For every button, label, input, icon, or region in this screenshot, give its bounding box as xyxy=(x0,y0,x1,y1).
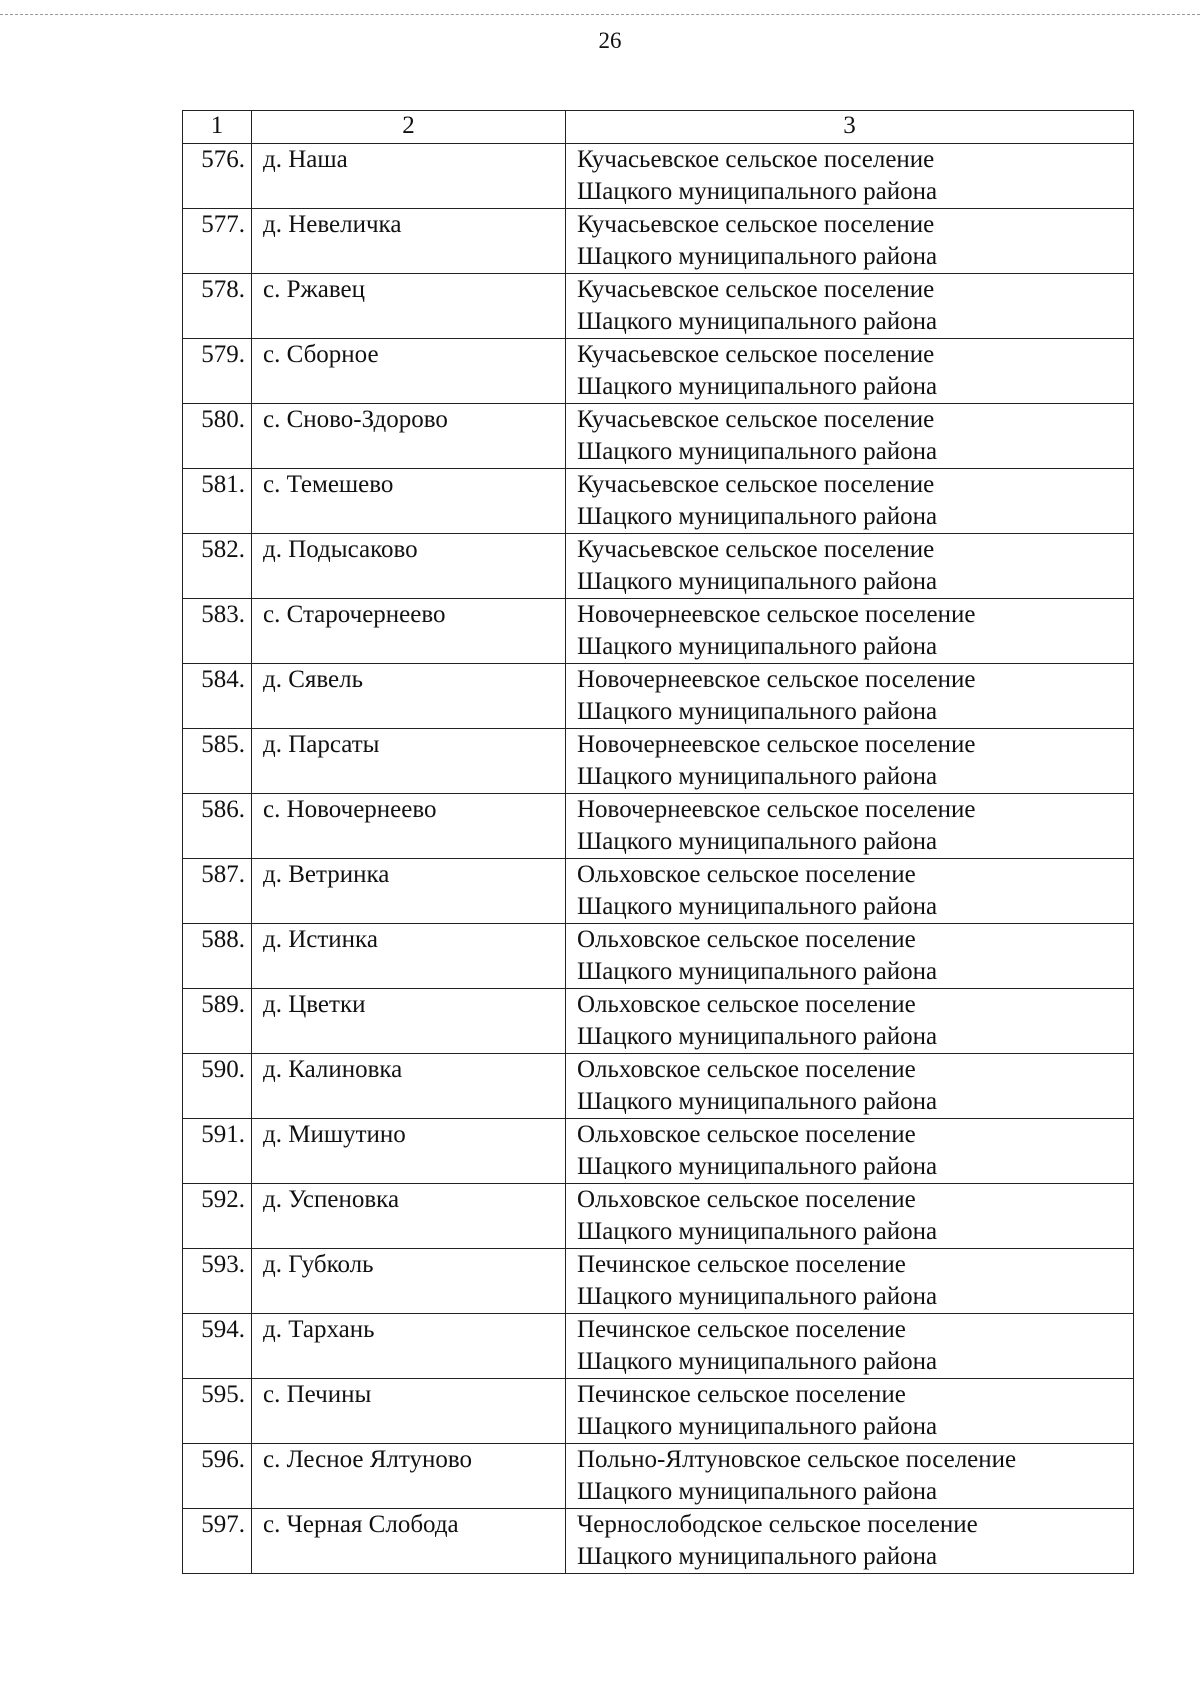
municipality-line-2: Шацкого муниципального района xyxy=(577,828,938,855)
municipality-line-1: Печинское сельское поселение xyxy=(577,1381,906,1408)
settlement-name: с. Ржавец xyxy=(252,274,566,339)
row-number: 592. xyxy=(183,1184,252,1249)
row-number: 587. xyxy=(183,859,252,924)
header-col-2: 2 xyxy=(252,111,566,144)
settlement-name: с. Лесное Ялтуново xyxy=(252,1444,566,1509)
municipality-cell xyxy=(566,534,1134,599)
row-number: 578. xyxy=(183,274,252,339)
municipality-line-2: Шацкого муниципального района xyxy=(577,178,938,205)
table-row xyxy=(183,1314,1134,1379)
municipality-line-2: Шацкого муниципального района xyxy=(577,568,938,595)
table-row xyxy=(183,1509,1134,1574)
table-row xyxy=(183,1054,1134,1119)
municipality-line-2: Шацкого муниципального района xyxy=(577,1023,938,1050)
row-number: 596. xyxy=(183,1444,252,1509)
municipality-cell xyxy=(566,144,1134,209)
municipality-line-1: Кучасьевское сельское поселение xyxy=(577,471,935,498)
settlement-name: д. Калиновка xyxy=(252,1054,566,1119)
row-number: 581. xyxy=(183,469,252,534)
municipality-line-2: Шацкого муниципального района xyxy=(577,958,938,985)
row-number: 584. xyxy=(183,664,252,729)
row-number: 579. xyxy=(183,339,252,404)
municipality-line-1: Кучасьевское сельское поселение xyxy=(577,146,935,173)
municipality-cell xyxy=(566,274,1134,339)
settlement-name: д. Подысаково xyxy=(252,534,566,599)
settlement-name: д. Губколь xyxy=(252,1249,566,1314)
settlement-name: д. Ветринка xyxy=(252,859,566,924)
municipality-cell xyxy=(566,924,1134,989)
municipality-cell xyxy=(566,1119,1134,1184)
municipality-line-1: Новочернеевское сельское поселение xyxy=(577,731,976,758)
settlement-name: с. Старочернеево xyxy=(252,599,566,664)
row-number: 576. xyxy=(183,144,252,209)
municipality-cell xyxy=(566,794,1134,859)
row-number: 590. xyxy=(183,1054,252,1119)
municipality-line-2: Шацкого муниципального района xyxy=(577,1413,938,1440)
municipality-line-2: Шацкого муниципального района xyxy=(577,243,938,270)
municipality-line-1: Польно-Ялтуновское сельское поселение xyxy=(577,1446,1017,1473)
municipality-line-2: Шацкого муниципального района xyxy=(577,1218,938,1245)
row-number: 597. xyxy=(183,1509,252,1574)
municipality-cell xyxy=(566,404,1134,469)
municipality-cell xyxy=(566,1054,1134,1119)
table-row xyxy=(183,924,1134,989)
municipality-cell xyxy=(566,989,1134,1054)
municipality-line-1: Кучасьевское сельское поселение xyxy=(577,276,935,303)
row-number: 593. xyxy=(183,1249,252,1314)
row-number: 591. xyxy=(183,1119,252,1184)
table-row xyxy=(183,729,1134,794)
settlement-name: д. Тархань xyxy=(252,1314,566,1379)
row-number: 585. xyxy=(183,729,252,794)
row-number: 589. xyxy=(183,989,252,1054)
municipality-line-1: Чернослободское сельское поселение xyxy=(577,1511,978,1538)
municipality-line-1: Ольховское сельское поселение xyxy=(577,1121,916,1148)
municipality-line-1: Ольховское сельское поселение xyxy=(577,1056,916,1083)
municipality-line-2: Шацкого муниципального района xyxy=(577,1348,938,1375)
municipality-line-1: Новочернеевское сельское поселение xyxy=(577,666,976,693)
settlement-name: д. Цветки xyxy=(252,989,566,1054)
table-row xyxy=(183,144,1134,209)
municipality-line-2: Шацкого муниципального района xyxy=(577,633,938,660)
municipality-line-2: Шацкого муниципального района xyxy=(577,1153,938,1180)
municipality-line-2: Шацкого муниципального района xyxy=(577,308,938,335)
settlement-name: д. Невеличка xyxy=(252,209,566,274)
municipality-line-1: Ольховское сельское поселение xyxy=(577,1186,916,1213)
table-row xyxy=(183,1444,1134,1509)
settlement-name: д. Сявель xyxy=(252,664,566,729)
table-row xyxy=(183,404,1134,469)
row-number: 588. xyxy=(183,924,252,989)
municipality-cell xyxy=(566,1444,1134,1509)
municipality-line-2: Шацкого муниципального района xyxy=(577,893,938,920)
municipality-line-2: Шацкого муниципального района xyxy=(577,503,938,530)
municipality-line-1: Новочернеевское сельское поселение xyxy=(577,796,976,823)
municipality-line-2: Шацкого муниципального района xyxy=(577,698,938,725)
table-row xyxy=(183,534,1134,599)
table-header-row xyxy=(183,111,1134,144)
municipality-line-2: Шацкого муниципального района xyxy=(577,1088,938,1115)
row-number: 577. xyxy=(183,209,252,274)
page-number: 26 xyxy=(598,28,622,53)
municipality-cell xyxy=(566,859,1134,924)
table-row xyxy=(183,859,1134,924)
municipality-line-1: Ольховское сельское поселение xyxy=(577,991,916,1018)
row-number: 594. xyxy=(183,1314,252,1379)
municipality-line-2: Шацкого муниципального района xyxy=(577,373,938,400)
municipality-line-1: Кучасьевское сельское поселение xyxy=(577,536,935,563)
municipality-cell xyxy=(566,664,1134,729)
municipality-line-1: Кучасьевское сельское поселение xyxy=(577,341,935,368)
municipality-cell xyxy=(566,1509,1134,1574)
municipality-line-1: Новочернеевское сельское поселение xyxy=(577,601,976,628)
municipality-cell xyxy=(566,209,1134,274)
table-row xyxy=(183,989,1134,1054)
row-number: 595. xyxy=(183,1379,252,1444)
table-row xyxy=(183,274,1134,339)
municipality-cell xyxy=(566,1249,1134,1314)
settlement-name: с. Черная Слобода xyxy=(252,1509,566,1574)
municipality-cell xyxy=(566,1379,1134,1444)
settlement-name: д. Истинка xyxy=(252,924,566,989)
municipality-line-2: Шацкого муниципального района xyxy=(577,1478,938,1505)
table-row xyxy=(183,469,1134,534)
municipality-cell xyxy=(566,1314,1134,1379)
row-number: 586. xyxy=(183,794,252,859)
row-number: 583. xyxy=(183,599,252,664)
table-row xyxy=(183,1119,1134,1184)
table-row xyxy=(183,794,1134,859)
municipality-line-2: Шацкого муниципального района xyxy=(577,1543,938,1570)
table-row xyxy=(183,1249,1134,1314)
table-row xyxy=(183,1184,1134,1249)
row-number: 580. xyxy=(183,404,252,469)
settlement-name: д. Наша xyxy=(252,144,566,209)
settlement-name: с. Печины xyxy=(252,1379,566,1444)
municipality-line-1: Кучасьевское сельское поселение xyxy=(577,211,935,238)
settlement-name: с. Сборное xyxy=(252,339,566,404)
table-row xyxy=(183,599,1134,664)
municipality-line-2: Шацкого муниципального района xyxy=(577,763,938,790)
settlement-name: д. Мишутино xyxy=(252,1119,566,1184)
table-row xyxy=(183,1379,1134,1444)
header-col-1: 1 xyxy=(183,111,252,144)
municipality-cell xyxy=(566,339,1134,404)
municipality-cell xyxy=(566,729,1134,794)
settlement-name: с. Сново-Здорово xyxy=(252,404,566,469)
settlements-table xyxy=(182,110,1134,1574)
table-row xyxy=(183,339,1134,404)
municipality-line-1: Кучасьевское сельское поселение xyxy=(577,406,935,433)
municipality-line-1: Печинское сельское поселение xyxy=(577,1251,906,1278)
settlement-name: с. Темешево xyxy=(252,469,566,534)
settlement-name: д. Успеновка xyxy=(252,1184,566,1249)
municipality-cell xyxy=(566,599,1134,664)
table-row xyxy=(183,664,1134,729)
municipality-cell xyxy=(566,469,1134,534)
table-row xyxy=(183,209,1134,274)
municipality-line-2: Шацкого муниципального района xyxy=(577,1283,938,1310)
municipality-line-2: Шацкого муниципального района xyxy=(577,438,938,465)
municipality-line-1: Печинское сельское поселение xyxy=(577,1316,906,1343)
row-number: 582. xyxy=(183,534,252,599)
table-body xyxy=(183,111,1134,1574)
municipality-line-1: Ольховское сельское поселение xyxy=(577,926,916,953)
municipality-cell xyxy=(566,1184,1134,1249)
settlement-name: д. Парсаты xyxy=(252,729,566,794)
header-col-3: 3 xyxy=(566,111,1134,144)
scan-edge-line xyxy=(0,14,1200,17)
municipality-line-1: Ольховское сельское поселение xyxy=(577,861,916,888)
settlement-name: с. Новочернеево xyxy=(252,794,566,859)
